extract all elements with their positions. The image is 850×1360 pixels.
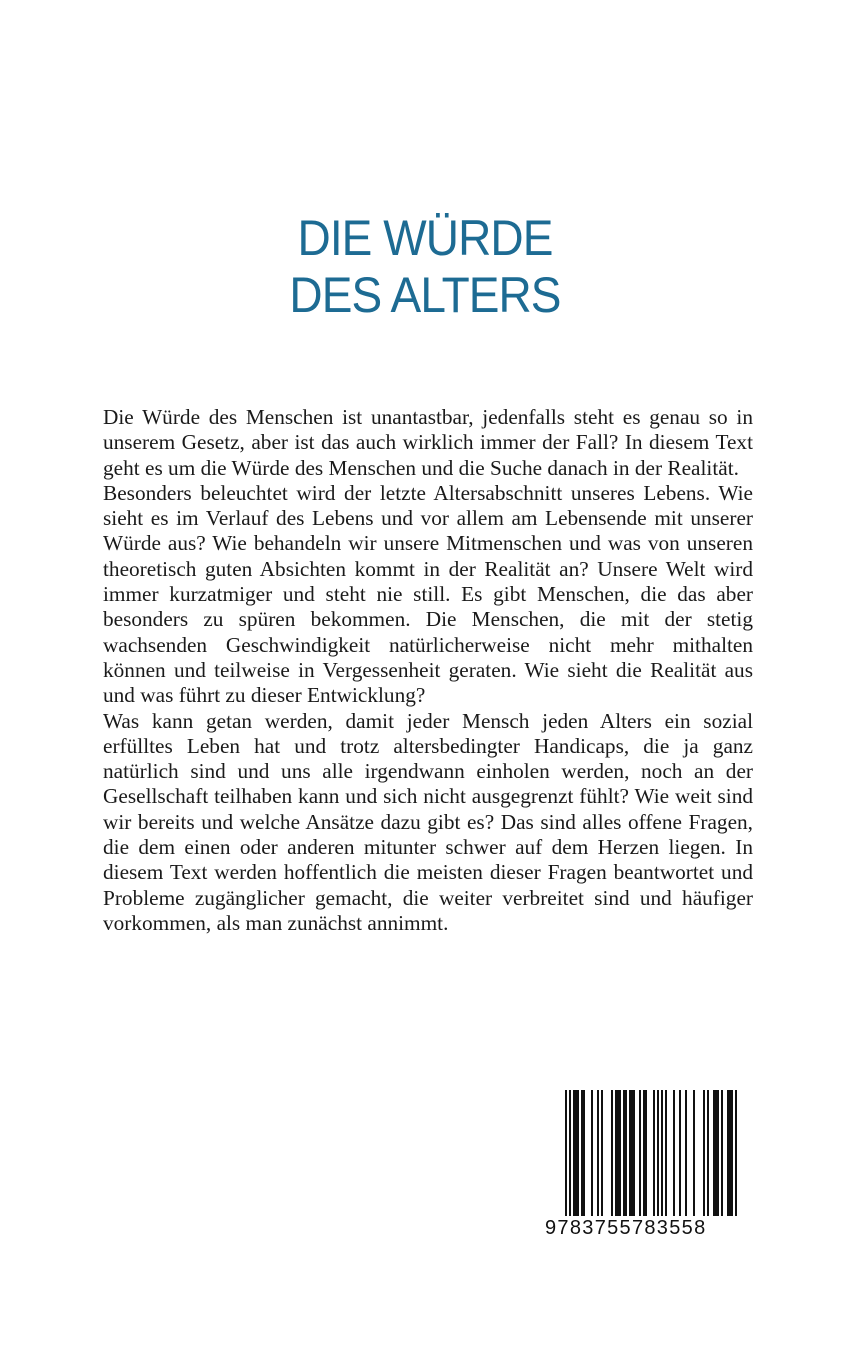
barcode-bar (583, 1090, 585, 1216)
barcode-bar (623, 1090, 625, 1216)
blurb-text (103, 405, 753, 936)
barcode-bar (731, 1090, 733, 1216)
blurb-paragraph-2: Besonders beleuchtet wird der letzte Altersabschnitt unseres Lebens. Wie sieht es im Verlauf des Lebens und vor allem am Lebensende mit unserer Würde aus? Wie behandeln wir unsere Mitmenschen und was von unseren theoretisch guten Absichten kommt in der Realität an? Unsere Welt wird immer kurzatmiger und steht nie still. Es gibt Menschen, die das aber besonders zu spüren bekommen. Die Menschen, die mit der stetig wachsenden Geschwindigkeit natürlicherweise nicht mehr mithalten können und teilweise in Vergessenheit geraten. Wie sieht die Realität aus und was führt zu dieser Entwicklung? (103, 480, 753, 708)
barcode-bar (721, 1090, 723, 1216)
title-line-1: DIE WÜRDE (297, 210, 553, 266)
barcode-bar (619, 1090, 621, 1216)
isbn-number: 9783755783558 (545, 1216, 740, 1240)
barcode-bar (643, 1090, 645, 1216)
barcode-bar (629, 1090, 631, 1216)
barcode-bar (633, 1090, 635, 1216)
barcode-bar (617, 1090, 619, 1216)
barcode-bar (707, 1090, 709, 1216)
barcode-bar (665, 1090, 667, 1216)
barcode-bar (575, 1090, 577, 1216)
barcode-bar (601, 1090, 603, 1216)
barcode-bar (591, 1090, 593, 1216)
barcode-bar (685, 1090, 687, 1216)
barcode-bar (569, 1090, 571, 1232)
blurb-paragraph-3: Was kann getan werden, damit jeder Mensch jeden Alters ein sozial erfülltes Leben hat und trotz altersbedingter Handicaps, die ja ganz natürlich sind und uns alle irgendwann einholen werden, noch an der Gesellschaft teilhaben kann und sich nicht ausgegrenzt fühlt? Wie weit sind wir bereits und welche Ansätze dazu gibt es? Das sind alles offene Fragen, die dem einen oder anderen mitunter schwer auf dem Herzen liegen. In diesem Text werden hoffentlich die meisten dieser Fragen beantwortet und Probleme zugänglicher gemacht, die weiter verbreitet sind und häufiger vorkommen, als man zunächst annimmt. (103, 708, 753, 935)
barcode-bar (703, 1090, 705, 1216)
barcode-bar (645, 1090, 647, 1216)
barcode-bar (573, 1090, 575, 1216)
barcode-bar (727, 1090, 729, 1216)
barcode-bar (661, 1090, 663, 1232)
barcode-bar (693, 1090, 695, 1216)
barcode-bar (625, 1090, 627, 1216)
barcode-bar (673, 1090, 675, 1216)
barcode-bar (597, 1090, 599, 1216)
book-title (34, 210, 816, 324)
barcode-bar (713, 1090, 715, 1216)
barcode-bar (715, 1090, 717, 1216)
barcode-bar (615, 1090, 617, 1216)
title-line-2: DES ALTERS (289, 267, 561, 323)
barcode-bar (577, 1090, 579, 1216)
blurb-paragraph-1: Die Würde des Menschen ist unantastbar, jedenfalls steht es genau so in unserem Gesetz, aber ist das auch wirklich immer der Fall? In diesem Text geht es um die Würde des Menschen und die Suche danach in der Realität. (103, 405, 753, 480)
barcode-bar (611, 1090, 613, 1216)
barcode-bar (565, 1090, 567, 1232)
barcode-bar (717, 1090, 719, 1216)
barcode-bar (631, 1090, 633, 1216)
barcode-bar (679, 1090, 681, 1216)
barcode-bar (639, 1090, 641, 1216)
barcode-bar (581, 1090, 583, 1216)
barcode-bar (735, 1090, 737, 1216)
barcode-bar (657, 1090, 659, 1232)
barcode-bar (653, 1090, 655, 1216)
barcode-bar (729, 1090, 731, 1216)
